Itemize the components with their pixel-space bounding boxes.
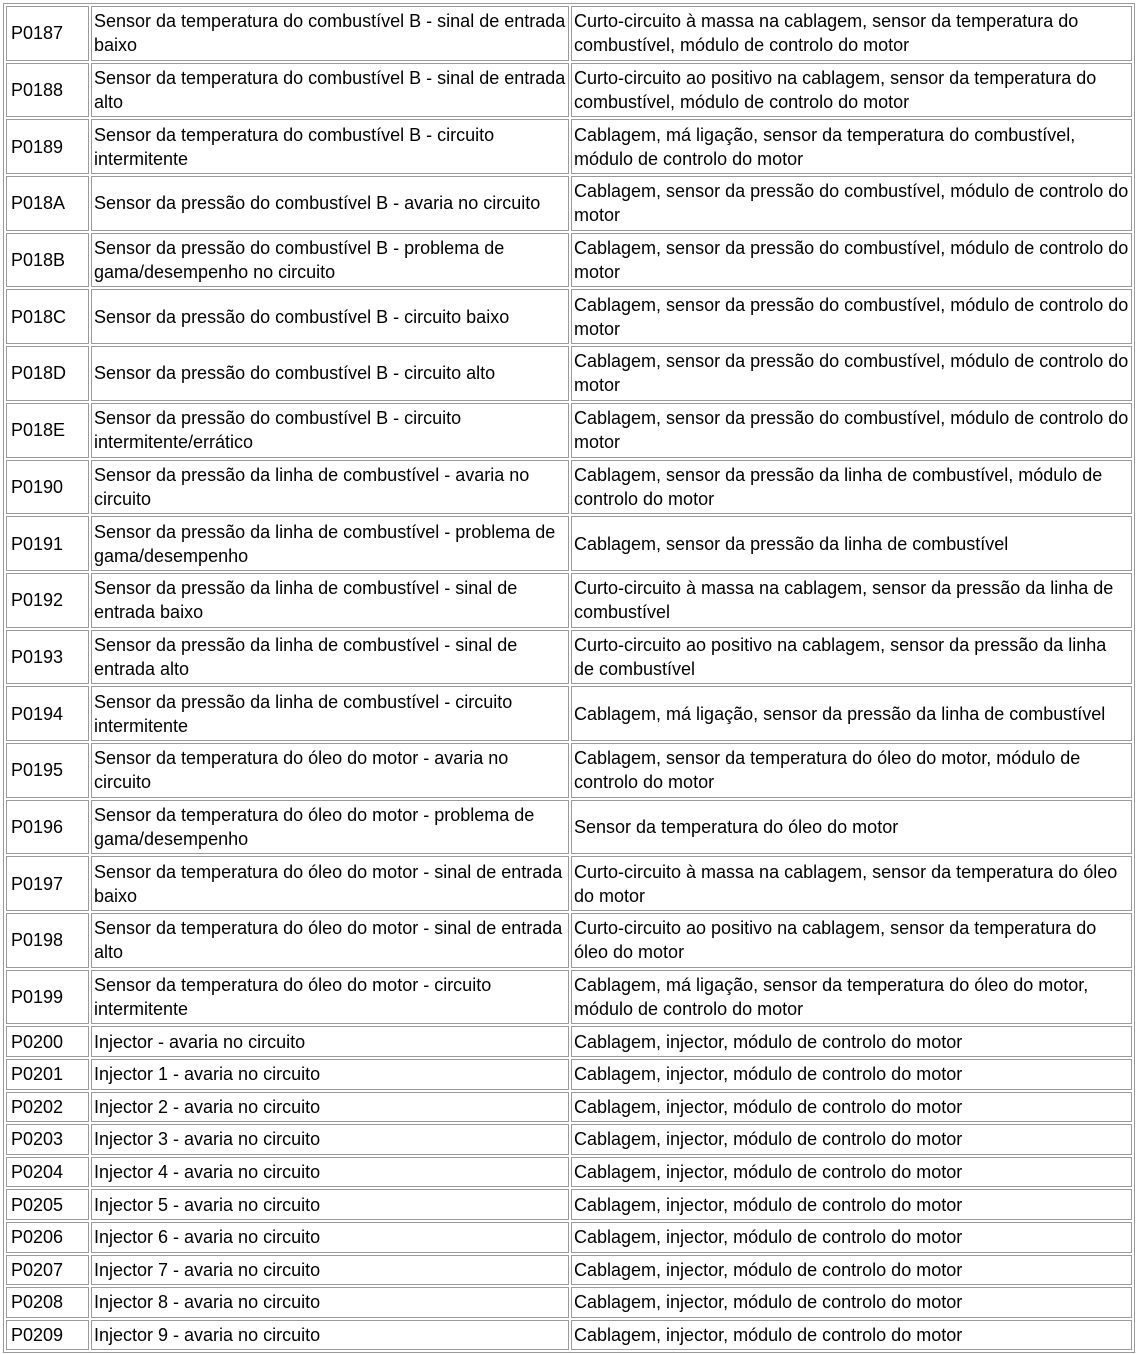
fault-description-cell: Sensor da pressão da linha de combustível - circuito intermitente bbox=[91, 686, 569, 741]
fault-cause-cell: Cablagem, injector, módulo de controlo do motor bbox=[571, 1092, 1132, 1123]
fault-code-cell: P0194 bbox=[6, 686, 89, 741]
table-row bbox=[6, 970, 1132, 1025]
fault-cause-cell: Cablagem, sensor da pressão do combustível, módulo de controlo do motor bbox=[571, 176, 1132, 231]
fault-description-cell: Sensor da temperatura do óleo do motor - sinal de entrada alto bbox=[91, 913, 569, 968]
table-row bbox=[6, 630, 1132, 685]
fault-code-cell: P018D bbox=[6, 346, 89, 401]
fault-code-cell: P018E bbox=[6, 403, 89, 458]
fault-cause-cell: Cablagem, sensor da pressão da linha de combustível, módulo de controlo do motor bbox=[571, 460, 1132, 515]
fault-cause-cell: Cablagem, má ligação, sensor da pressão da linha de combustível bbox=[571, 686, 1132, 741]
table-row bbox=[6, 1026, 1132, 1057]
fault-code-cell: P0199 bbox=[6, 970, 89, 1025]
fault-code-cell: P0191 bbox=[6, 516, 89, 571]
fault-cause-cell: Cablagem, sensor da pressão do combustível, módulo de controlo do motor bbox=[571, 289, 1132, 344]
fault-cause-cell: Curto-circuito à massa na cablagem, sensor da temperatura do combustível, módulo de controlo do motor bbox=[571, 6, 1132, 61]
table-row bbox=[6, 1222, 1132, 1253]
fault-description-cell: Sensor da pressão da linha de combustível - sinal de entrada baixo bbox=[91, 573, 569, 628]
table-row bbox=[6, 119, 1132, 174]
fault-code-cell: P0190 bbox=[6, 460, 89, 515]
fault-description-cell: Injector 2 - avaria no circuito bbox=[91, 1092, 569, 1123]
fault-description-cell: Injector 6 - avaria no circuito bbox=[91, 1222, 569, 1253]
table-row bbox=[6, 289, 1132, 344]
fault-cause-cell: Cablagem, sensor da pressão do combustível, módulo de controlo do motor bbox=[571, 233, 1132, 288]
fault-code-table bbox=[3, 3, 1135, 1353]
fault-description-cell: Sensor da pressão do combustível B - circuito intermitente/errático bbox=[91, 403, 569, 458]
table-row bbox=[6, 176, 1132, 231]
fault-code-cell: P0198 bbox=[6, 913, 89, 968]
fault-description-cell: Injector 1 - avaria no circuito bbox=[91, 1059, 569, 1090]
fault-description-cell: Sensor da temperatura do combustível B - sinal de entrada alto bbox=[91, 63, 569, 118]
fault-cause-cell: Cablagem, má ligação, sensor da temperatura do combustível, módulo de controlo do motor bbox=[571, 119, 1132, 174]
fault-description-cell: Injector - avaria no circuito bbox=[91, 1026, 569, 1057]
fault-code-cell: P0197 bbox=[6, 856, 89, 911]
fault-code-cell: P0192 bbox=[6, 573, 89, 628]
fault-code-cell: P0200 bbox=[6, 1026, 89, 1057]
fault-code-cell: P0201 bbox=[6, 1059, 89, 1090]
table-row bbox=[6, 1189, 1132, 1220]
fault-code-cell: P0189 bbox=[6, 119, 89, 174]
fault-description-cell: Sensor da pressão do combustível B - circuito baixo bbox=[91, 289, 569, 344]
table-row bbox=[6, 516, 1132, 571]
fault-cause-cell: Cablagem, injector, módulo de controlo do motor bbox=[571, 1124, 1132, 1155]
table-row bbox=[6, 913, 1132, 968]
table-row bbox=[6, 460, 1132, 515]
table-row bbox=[6, 743, 1132, 798]
fault-code-cell: P0188 bbox=[6, 63, 89, 118]
fault-code-table-body bbox=[6, 6, 1132, 1350]
fault-description-cell: Sensor da temperatura do combustível B - sinal de entrada baixo bbox=[91, 6, 569, 61]
table-row bbox=[6, 573, 1132, 628]
table-row bbox=[6, 403, 1132, 458]
fault-description-cell: Injector 8 - avaria no circuito bbox=[91, 1287, 569, 1318]
fault-description-cell: Injector 4 - avaria no circuito bbox=[91, 1157, 569, 1188]
fault-cause-cell: Cablagem, injector, módulo de controlo do motor bbox=[571, 1059, 1132, 1090]
fault-cause-cell: Cablagem, injector, módulo de controlo do motor bbox=[571, 1189, 1132, 1220]
fault-description-cell: Sensor da temperatura do óleo do motor - avaria no circuito bbox=[91, 743, 569, 798]
fault-description-cell: Sensor da temperatura do óleo do motor - problema de gama/desempenho bbox=[91, 800, 569, 855]
fault-description-cell: Sensor da temperatura do óleo do motor - circuito intermitente bbox=[91, 970, 569, 1025]
fault-cause-cell: Cablagem, injector, módulo de controlo do motor bbox=[571, 1157, 1132, 1188]
fault-cause-cell: Curto-circuito ao positivo na cablagem, sensor da temperatura do combustível, módulo de controlo do motor bbox=[571, 63, 1132, 118]
table-row bbox=[6, 800, 1132, 855]
table-row bbox=[6, 1059, 1132, 1090]
table-row bbox=[6, 1320, 1132, 1351]
fault-cause-cell: Cablagem, injector, módulo de controlo do motor bbox=[571, 1222, 1132, 1253]
table-row bbox=[6, 1092, 1132, 1123]
table-row bbox=[6, 1124, 1132, 1155]
fault-code-cell: P0187 bbox=[6, 6, 89, 61]
fault-cause-cell: Cablagem, sensor da pressão da linha de combustível bbox=[571, 516, 1132, 571]
fault-cause-cell: Cablagem, má ligação, sensor da temperatura do óleo do motor, módulo de controlo do motor bbox=[571, 970, 1132, 1025]
fault-code-cell: P018A bbox=[6, 176, 89, 231]
fault-description-cell: Injector 3 - avaria no circuito bbox=[91, 1124, 569, 1155]
fault-code-cell: P0195 bbox=[6, 743, 89, 798]
fault-cause-cell: Cablagem, sensor da pressão do combustível, módulo de controlo do motor bbox=[571, 346, 1132, 401]
fault-cause-cell: Curto-circuito ao positivo na cablagem, sensor da pressão da linha de combustível bbox=[571, 630, 1132, 685]
fault-code-cell: P0193 bbox=[6, 630, 89, 685]
fault-cause-cell: Cablagem, sensor da pressão do combustível, módulo de controlo do motor bbox=[571, 403, 1132, 458]
table-row bbox=[6, 686, 1132, 741]
fault-description-cell: Sensor da pressão do combustível B - avaria no circuito bbox=[91, 176, 569, 231]
table-row bbox=[6, 1287, 1132, 1318]
fault-description-cell: Sensor da temperatura do combustível B - circuito intermitente bbox=[91, 119, 569, 174]
fault-description-cell: Sensor da pressão da linha de combustível - sinal de entrada alto bbox=[91, 630, 569, 685]
fault-cause-cell: Sensor da temperatura do óleo do motor bbox=[571, 800, 1132, 855]
table-row bbox=[6, 6, 1132, 61]
fault-cause-cell: Cablagem, injector, módulo de controlo do motor bbox=[571, 1255, 1132, 1286]
fault-code-cell: P0209 bbox=[6, 1320, 89, 1351]
table-row bbox=[6, 346, 1132, 401]
fault-cause-cell: Curto-circuito à massa na cablagem, sensor da pressão da linha de combustível bbox=[571, 573, 1132, 628]
fault-code-cell: P0205 bbox=[6, 1189, 89, 1220]
fault-code-cell: P0202 bbox=[6, 1092, 89, 1123]
table-row bbox=[6, 233, 1132, 288]
fault-cause-cell: Cablagem, injector, módulo de controlo do motor bbox=[571, 1287, 1132, 1318]
fault-description-cell: Injector 9 - avaria no circuito bbox=[91, 1320, 569, 1351]
fault-code-cell: P0208 bbox=[6, 1287, 89, 1318]
fault-code-cell: P0207 bbox=[6, 1255, 89, 1286]
fault-cause-cell: Cablagem, sensor da temperatura do óleo do motor, módulo de controlo do motor bbox=[571, 743, 1132, 798]
fault-description-cell: Sensor da pressão da linha de combustível - problema de gama/desempenho bbox=[91, 516, 569, 571]
fault-description-cell: Sensor da temperatura do óleo do motor - sinal de entrada baixo bbox=[91, 856, 569, 911]
fault-description-cell: Injector 5 - avaria no circuito bbox=[91, 1189, 569, 1220]
fault-code-cell: P0206 bbox=[6, 1222, 89, 1253]
fault-cause-cell: Curto-circuito ao positivo na cablagem, sensor da temperatura do óleo do motor bbox=[571, 913, 1132, 968]
fault-cause-cell: Cablagem, injector, módulo de controlo do motor bbox=[571, 1026, 1132, 1057]
table-row bbox=[6, 856, 1132, 911]
fault-description-cell: Sensor da pressão do combustível B - circuito alto bbox=[91, 346, 569, 401]
fault-code-cell: P0196 bbox=[6, 800, 89, 855]
fault-code-cell: P0204 bbox=[6, 1157, 89, 1188]
fault-description-cell: Injector 7 - avaria no circuito bbox=[91, 1255, 569, 1286]
fault-description-cell: Sensor da pressão da linha de combustível - avaria no circuito bbox=[91, 460, 569, 515]
fault-description-cell: Sensor da pressão do combustível B - problema de gama/desempenho no circuito bbox=[91, 233, 569, 288]
fault-code-cell: P0203 bbox=[6, 1124, 89, 1155]
table-row bbox=[6, 1255, 1132, 1286]
fault-cause-cell: Curto-circuito à massa na cablagem, sensor da temperatura do óleo do motor bbox=[571, 856, 1132, 911]
fault-code-cell: P018B bbox=[6, 233, 89, 288]
table-row bbox=[6, 63, 1132, 118]
fault-cause-cell: Cablagem, injector, módulo de controlo do motor bbox=[571, 1320, 1132, 1351]
fault-code-cell: P018C bbox=[6, 289, 89, 344]
table-row bbox=[6, 1157, 1132, 1188]
